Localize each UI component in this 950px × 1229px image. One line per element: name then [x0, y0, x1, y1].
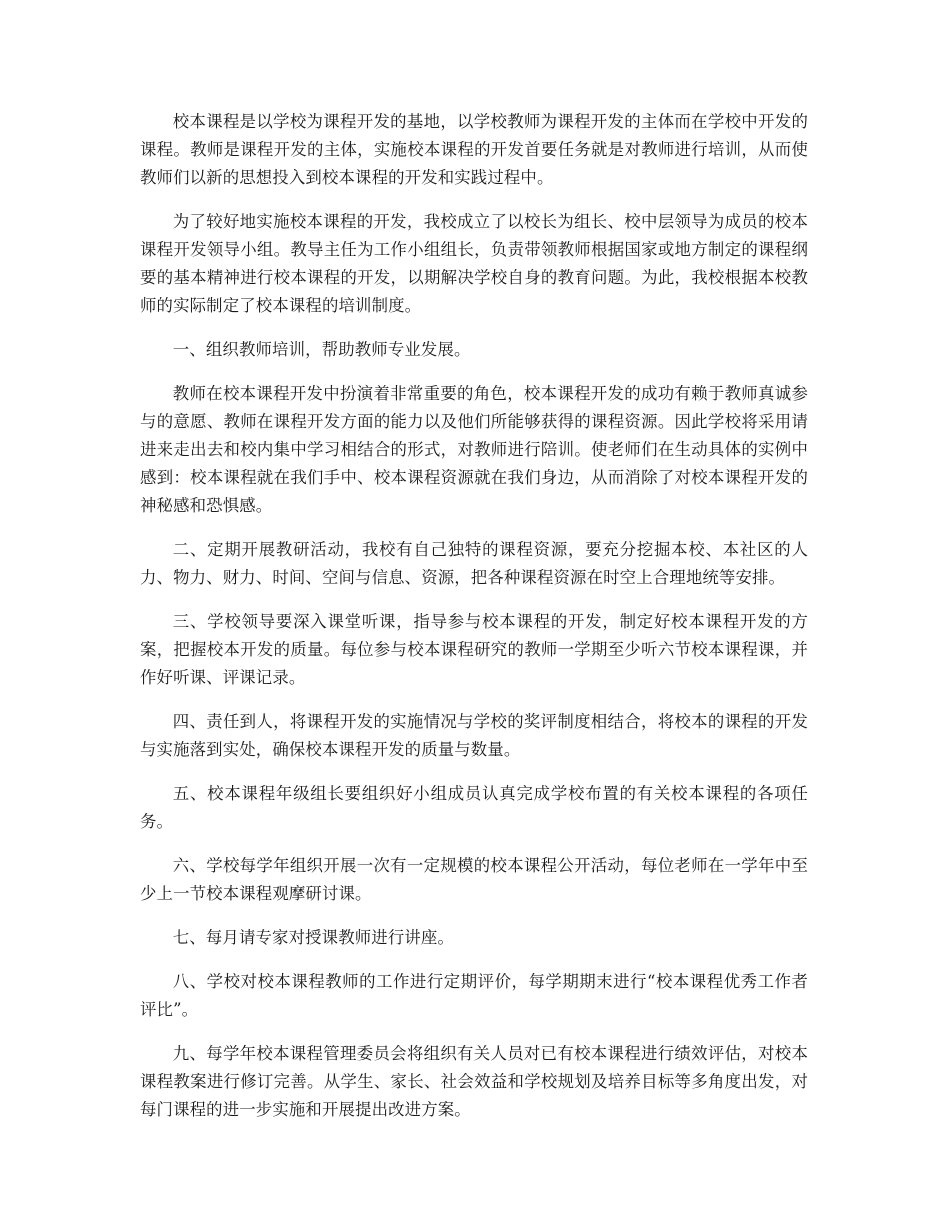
paragraph-item-6: 六、学校每学年组织开展一次有一定规模的校本课程公开活动，每位老师在一学年中至少上一节校本课程观摩研讨课。: [140, 856, 808, 903]
paragraph-item-8: 八、学校对校本课程教师的工作进行定期评价，每学期期末进行“校本课程优秀工作者评比”。: [140, 972, 808, 1019]
paragraph-item-1-detail: 教师在校本课程开发中扮演着非常重要的角色，校本课程开发的成功有赖于教师真诚参与的意愿、教师在课程开发方面的能力以及他们所能够获得的课程资源。因此学校将采用请进来走出去和校内集中学习相结合的形式，对教师进行陪训。使老师们在生动具体的实例中感到：校本课程就在我们手中、校本课程资源就在我们身边，从而消除了对校本课程开发的神秘感和恐惧感。: [140, 384, 808, 515]
paragraph-item-4: 四、责任到人，将课程开发的实施情况与学校的奖评制度相结合，将校本的课程的开发与实施落到实处，确保校本课程开发的质量与数量。: [140, 712, 808, 759]
paragraph-item-5: 五、校本课程年级组长要组织好小组成员认真完成学校布置的有关校本课程的各项任务。: [140, 784, 808, 831]
paragraph-intro: 校本课程是以学校为课程开发的基地，以学校教师为课程开发的主体而在学校中开发的课程。教师是课程开发的主体，实施校本课程的开发首要任务就是对教师进行培训，从而使教师们以新的思想投入到校本课程的开发和实践过程中。: [140, 112, 808, 187]
paragraph-item-9: 九、每学年校本课程管理委员会将组织有关人员对已有校本课程进行绩效评估，对校本课程教案进行修订完善。从学生、家长、社会效益和学校规划及培养目标等多角度出发，对每门课程的进一步实施和开展提出改进方案。: [140, 1044, 808, 1119]
paragraph-item-7: 七、每月请专家对授课教师进行讲座。: [172, 928, 454, 947]
paragraph-item-2: 二、定期开展教研活动，我校有自己独特的课程资源，要充分挖掘本校、本社区的人力、物力、财力、时间、空间与信息、资源，把各种课程资源在时空上合理地统等安排。: [140, 540, 808, 587]
paragraph-item-1-heading: 一、组织教师培训，帮助教师专业发展。: [172, 340, 471, 359]
paragraph-organization: 为了较好地实施校本课程的开发，我校成立了以校长为组长、校中层领导为成员的校本课程开发领导小组。教导主任为工作小组组长，负责带领教师根据国家或地方制定的课程纲要的基本精神进行校本课程的开发，以期解决学校自身的教育问题。为此，我校根据本校教师的实际制定了校本课程的培训制度。: [140, 212, 808, 315]
paragraph-item-3: 三、学校领导要深入课堂听课，指导参与校本课程的开发，制定好校本课程开发的方案，把握校本开发的质量。每位参与校本课程研究的教师一学期至少听六节校本课程课，并作好听课、评课记录。: [140, 612, 808, 687]
